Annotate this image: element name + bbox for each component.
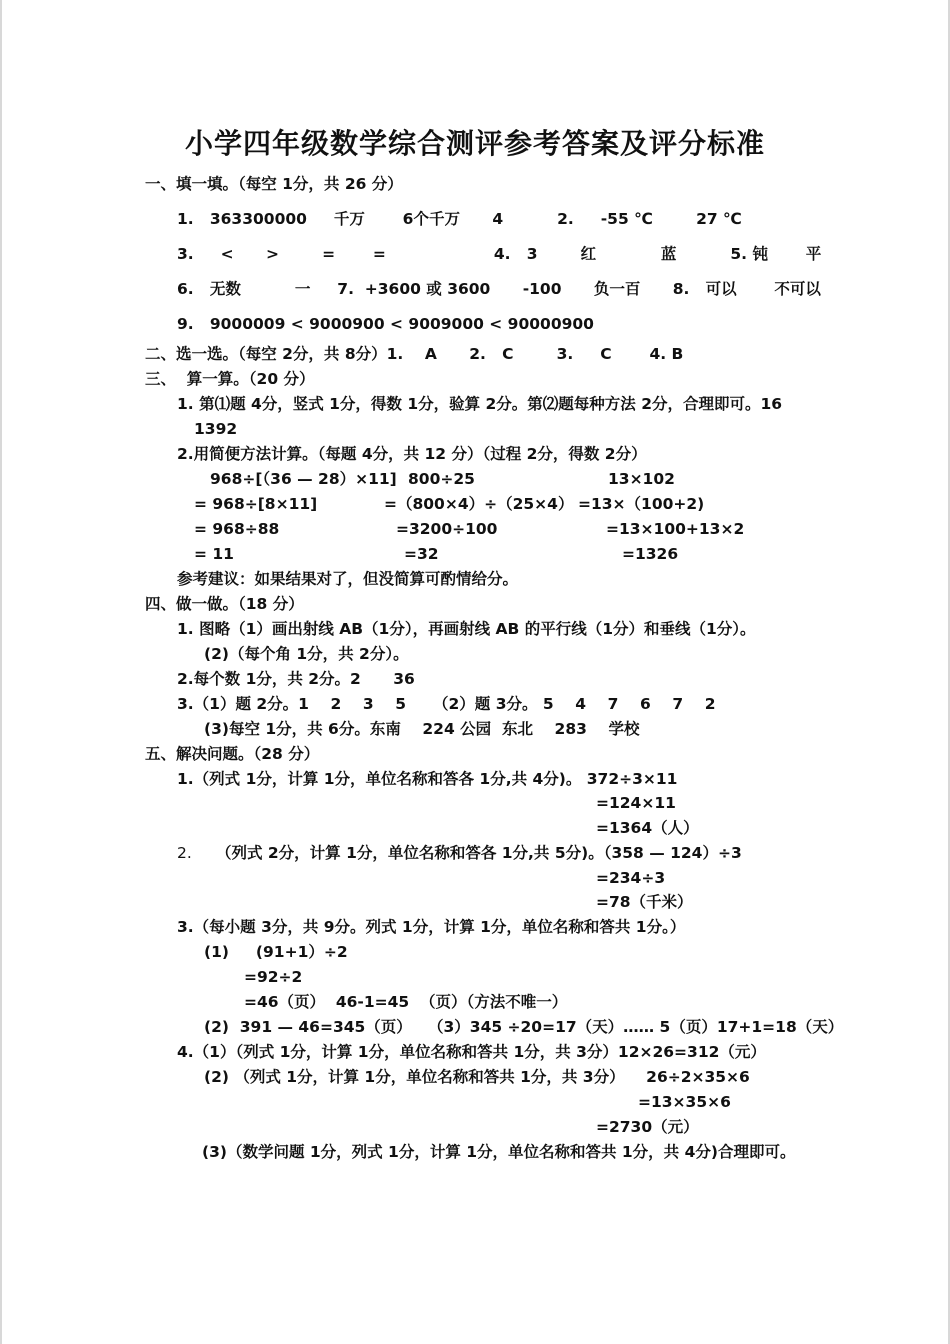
problem-1-step-2: =124×11 xyxy=(596,794,676,812)
calc-note-2: 2.用简便方法计算。（每题 4分，共 12 分）（过程 2分，得数 2分） xyxy=(177,445,647,463)
problem-2-step-2: =234÷3 xyxy=(596,869,666,887)
answer-line-3: 3. < > = = 4. 3 红 蓝 5. 钝 平 xyxy=(177,245,822,263)
calc-col1-row4: = 11 xyxy=(194,545,234,563)
section-3-heading: 三、 算一算。（20 分） xyxy=(145,370,315,388)
left-scan-edge xyxy=(0,0,2,1344)
calc-col1-row2: = 968÷[8×11] xyxy=(194,495,318,513)
calc-col3-row1: 13×102 xyxy=(608,470,675,488)
draw-item-3-3: (3)每空 1分，共 6分。东南 224 公园 东北 283 学校 xyxy=(204,720,640,738)
problem-4-2: (2) （列式 1分，计算 1分，单位名称和答共 1分，共 3分） 26÷2×35×6 xyxy=(204,1068,750,1086)
problem-4-1: 4.（1）（列式 1分，计算 1分，单位名称和答共 1分，共 3分）12×26=312（元） xyxy=(177,1043,766,1061)
section-2-heading: 二、选一选。（每空 2分，共 8分）1. A 2. C 3. C 4. B xyxy=(145,345,684,363)
draw-item-2: 2.每个数 1分，共 2分。2 36 xyxy=(177,670,415,688)
calc-col3-row4: =1326 xyxy=(622,545,679,563)
problem-3-2-3: (2) 391 — 46=345（页） （3）345 ÷20=17（天）…… 5（页）17+1=18（天） xyxy=(204,1018,844,1036)
section-1-heading: 一、填一填。（每空 1分，共 26 分） xyxy=(145,175,403,193)
problem-2: （列式 2分，计算 1分，单位名称和答各 1分,共 5分)。（358 — 124）÷3 xyxy=(216,844,742,862)
problem-3-1-step-2: =92÷2 xyxy=(244,968,303,986)
draw-item-3: 3.（1）题 2分。1 2 3 5 （2）题 3分。 5 4 7 6 7 2 xyxy=(177,695,716,713)
calc-col3-row2: =13×（100+2) xyxy=(578,495,705,513)
draw-item-1-2: (2)（每个角 1分，共 2分）。 xyxy=(204,645,409,663)
problem-1-step-3: =1364（人） xyxy=(596,819,699,837)
problem-2-number: 2. xyxy=(177,844,192,862)
calc-col1-row1: 968÷[（36 — 28）×11] xyxy=(210,470,397,488)
answer-line-9: 9. 9000009 < 9000900 < 9009000 < 90000900 xyxy=(177,315,594,333)
answer-line-6: 6. 无数 一 7. +3600 或 3600 -100 负一百 8. 可以 不可以 xyxy=(177,280,821,298)
calc-col2-row1: 800÷25 xyxy=(408,470,475,488)
problem-1: 1.（列式 1分，计算 1分，单位名称和答各 1分,共 4分)。 372÷3×11 xyxy=(177,770,678,788)
section-4-heading: 四、做一做。（18 分） xyxy=(145,595,304,613)
calc-col1-row3: = 968÷88 xyxy=(194,520,280,538)
calc-note-1: 1. 第⑴题 4分，竖式 1分，得数 1分，验算 2分。第⑵题每种方法 2分，合理即可。16 xyxy=(177,395,783,413)
calc-col2-row4: =32 xyxy=(404,545,439,563)
problem-4-3: (3)（数学问题 1分，列式 1分，计算 1分，单位名称和答共 1分，共 4分)合理即可。 xyxy=(202,1143,796,1161)
calc-col2-row3: =3200÷100 xyxy=(396,520,498,538)
problem-4-2-step-2: =13×35×6 xyxy=(638,1093,731,1111)
calc-note-1-cont: 1392 xyxy=(194,420,238,438)
problem-3: 3.（每小题 3分，共 9分。列式 1分，计算 1分，单位名称和答共 1分。） xyxy=(177,918,686,936)
problem-3-1-step-3: =46（页） 46-1=45 （页）（方法不唯一） xyxy=(244,993,568,1011)
page-title: 小学四年级数学综合测评参考答案及评分标准 xyxy=(184,127,765,160)
section-5-heading: 五、解决问题。（28 分） xyxy=(145,745,320,763)
draw-item-1: 1. 图略（1）画出射线 AB（1分），再画射线 AB 的平行线（1分）和垂线（1分）。 xyxy=(177,620,756,638)
problem-3-1: (1) (91+1）÷2 xyxy=(204,943,348,961)
answer-line-1: 1. 363300000 千万 6个千万 4 2. -55 ℃ 27 ℃ xyxy=(177,210,742,228)
calc-col3-row3: =13×100+13×2 xyxy=(606,520,745,538)
calc-suggestion: 参考建议：如果结果对了，但没简算可酌情给分。 xyxy=(177,570,519,588)
problem-2-step-3: =78（千米） xyxy=(596,893,693,911)
calc-col2-row2: =（800×4）÷（25×4） xyxy=(384,495,574,513)
problem-4-2-step-3: =2730（元） xyxy=(596,1118,699,1136)
